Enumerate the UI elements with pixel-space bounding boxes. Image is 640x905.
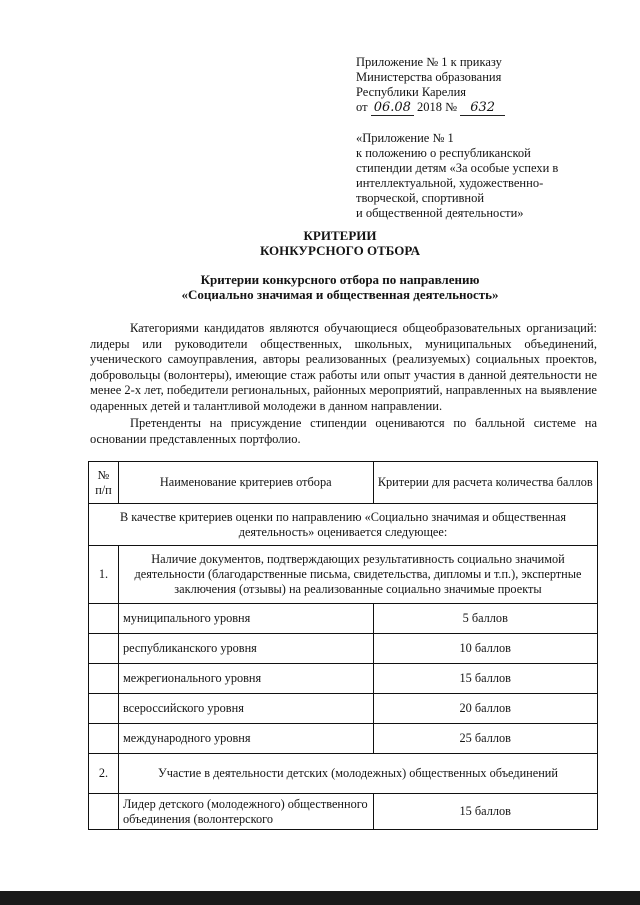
- header-line-2: Министерства образования: [356, 70, 502, 84]
- table-intro-row: [89, 504, 598, 546]
- header-line-3: Республики Карелия: [356, 85, 467, 99]
- intro-cell: В качестве критериев оценки по направлению «Социально значимая и общественная деятельность» оценивается следующее:: [89, 504, 598, 546]
- table-row: [89, 634, 598, 664]
- table-header-row: [89, 462, 598, 504]
- section-1-title: Наличие документов, подтверждающих результативность социально значимой деятельности (благодарственные письма, свидетельства, дипломы и т.п.), экспертные заключения (отзывы) на реализованные социально значимые проекты: [118, 546, 597, 604]
- header-name-cell: Наименование критериев отбора: [118, 462, 373, 504]
- level-label: всероссийского уровня: [118, 694, 373, 724]
- level-label: международного уровня: [118, 724, 373, 754]
- table-row: [89, 724, 598, 754]
- scan-bottom-edge: [0, 891, 640, 905]
- subtitle-line-2: «Социально значимая и общественная деятельность»: [181, 287, 499, 302]
- handwritten-date: 06.08: [371, 100, 414, 116]
- level-label: межрегионального уровня: [118, 664, 373, 694]
- level-label: республиканского уровня: [118, 634, 373, 664]
- document-title: [100, 228, 580, 258]
- year-text: 2018 №: [417, 100, 458, 114]
- section-1-num: 1.: [89, 546, 119, 604]
- header-date-line: [356, 100, 505, 115]
- handwritten-number: 632: [460, 100, 505, 116]
- section-2-num: 2.: [89, 754, 119, 794]
- table-row: [89, 664, 598, 694]
- leader-label: Лидер детского (молодежного) общественного объединения (волонтерского: [118, 794, 373, 830]
- empty-num-cell: [89, 694, 119, 724]
- empty-num-cell: [89, 634, 119, 664]
- empty-num-cell: [89, 724, 119, 754]
- appendix-line-4: интеллектуальной, художественно-: [356, 176, 544, 190]
- appendix-block: [356, 131, 558, 221]
- subtitle-line-1: Критерии конкурсного отбора по направлению: [200, 272, 480, 287]
- level-score: 15 баллов: [373, 664, 598, 694]
- date-prefix: от: [356, 100, 368, 114]
- leader-score: 15 баллов: [373, 794, 598, 830]
- section-2-title: Участие в деятельности детских (молодежных) общественных объединений: [118, 754, 597, 794]
- empty-num-cell: [89, 794, 119, 830]
- appendix-line-6: и общественной деятельности»: [356, 206, 524, 220]
- appendix-line-1: «Приложение № 1: [356, 131, 454, 145]
- level-score: 25 баллов: [373, 724, 598, 754]
- order-header: [356, 55, 505, 115]
- header-line-1: Приложение № 1 к приказу: [356, 55, 502, 69]
- table-row: [89, 794, 598, 830]
- criteria-table: [88, 461, 598, 830]
- table-row: [89, 604, 598, 634]
- level-score: 20 баллов: [373, 694, 598, 724]
- title-line-2: КОНКУРСНОГО ОТБОРА: [259, 243, 421, 258]
- title-line-1: КРИТЕРИИ: [303, 228, 377, 243]
- level-score: 10 баллов: [373, 634, 598, 664]
- document-subtitle: [100, 272, 580, 302]
- paragraph-categories: Категориями кандидатов являются обучающиеся общеобразовательных организаций: лидеры или руководители общественных, школьных, муниципальных объединений, ученического самоуправления, авторы реализованных (реализуемых) социальных проектов, добровольцы (волонтеры), имеющие стаж работы или опыт участия в данной деятельности не менее 2-х лет, победители региональных, районных мероприятий, направленных на выявление одаренных детей и талантливой молодежи в данном направлении.: [90, 321, 597, 413]
- appendix-line-3: стипендии детям «За особые успехи в: [356, 161, 559, 175]
- section-2-row: [89, 754, 598, 794]
- empty-num-cell: [89, 664, 119, 694]
- section-1-row: [89, 546, 598, 604]
- level-label: муниципального уровня: [118, 604, 373, 634]
- header-num-cell: № п/п: [89, 462, 119, 504]
- table-row: [89, 694, 598, 724]
- header-criteria-cell: Критерии для расчета количества баллов: [373, 462, 598, 504]
- empty-num-cell: [89, 604, 119, 634]
- appendix-line-2: к положению о республиканской: [356, 146, 531, 160]
- level-score: 5 баллов: [373, 604, 598, 634]
- appendix-line-5: творческой, спортивной: [356, 191, 485, 205]
- paragraph-evaluation: Претенденты на присуждение стипендии оцениваются по балльной системе на основании представленных портфолио.: [90, 416, 597, 446]
